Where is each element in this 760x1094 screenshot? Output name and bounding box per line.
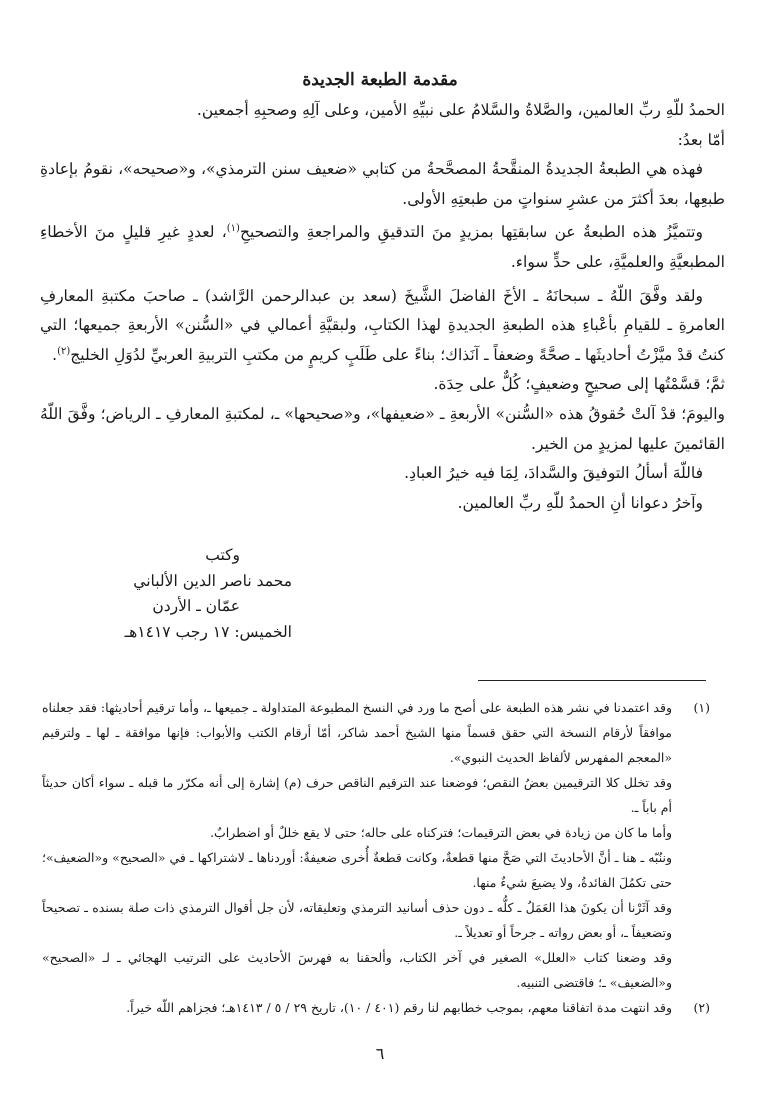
signature-block [92, 543, 292, 645]
footnote-paragraph: وقد اعتمدنا في نشر هذه الطبعة على أصح ما ورد في النسخ المطبوعة المتداولة ـ جميعها ـ، وأما ترقيم أحاديثها: فقد جعلناه موافقاً لأرقام النسخة التي حقق قسماً منها الشيخ أحمد شاكر، أمّا أرقام الكتب والأبواب: فإنها موافقة ـ لها ـ ولترقيم «المعجم المفهرس لألفاظ الحديث النبوي». [42, 700, 672, 765]
paragraph: فهذه هي الطبعةُ الجديدةُ المنقَّحةُ المصحَّحةُ من كتابي «ضعيف سنن الترمذي»، و«صحيحه»، نقومُ بإعادةِ طبعِها، بعدَ أكثرَ من عشرِ سنواتٍ من طبعتِهِ الأولى. [40, 160, 725, 208]
page-number: ٦ [375, 1044, 385, 1063]
footnote [42, 995, 710, 1020]
footnote-paragraph: وأما ما كان من زيادة في بعض الترقيمات؛ فتركناه على حاله؛ حتى لا يقع خللٌ أو اضطرابٌ. [210, 825, 672, 840]
footnote-ref: (٢) [57, 345, 71, 357]
footnote [42, 695, 710, 995]
main-text [40, 96, 725, 518]
paragraph-text: ، لعددٍ غيرِ قليلٍ منَ الأخطاءِ المطبعيَّةِ والعلميَّةِ، على حدٍّ سواء. [40, 223, 725, 271]
paragraph: الحمدُ للّهِ ربِّ العالمين، والصَّلاةُ والسَّلامُ على نبيِّهِ الأمين، وعلى آلِهِ وصحبِهِ أجمعين. [196, 101, 725, 119]
footnote-paragraph: وقد وضعنا كتاب «العلل» الصغير في آخر الكتاب، وألحقنا به فهرسَ الأحاديث على الترتيب الهجائي ـ لـ «الصحيح» و«الضعيف» ـ؛ فاقتضى التنبيه. [42, 950, 672, 990]
signature-date: الخميس: ١٧ رجب ١٤١٧هـ [124, 622, 292, 641]
footnote-ref: (١) [226, 223, 240, 235]
footnote-number: (١) [693, 700, 710, 715]
footnote-text [42, 995, 672, 1020]
paragraph: فاللّهَ أسألُ التوفيقَ والسَّدادَ، لِمَا فيه خيرُ العبادِ. [404, 464, 703, 483]
paragraph: أمّا بعدُ: [677, 130, 725, 149]
author-name: محمد ناصر الدين الألباني [133, 571, 292, 590]
paragraph [40, 282, 725, 371]
footnote-paragraph: وننُبّه ـ هنا ـ أنَّ الأحاديثَ التي صَحَّ منها قطعةٌ، وكانت قطعةٌ أُخرى ضعيفةٌ: أوردناها ـ لاشتراكها ـ في «الصحيح» و«الضعيف»؛ حتى تكمُلَ الفائدةُ، ولا يضيعَ شيءٌ منها. [42, 850, 672, 890]
paragraph [40, 218, 725, 277]
footnote-paragraph: وقد انتهت مدة اتفاقنا معهم، بموجب خطابهم لنا رقم (٤٠١ / ١٠)، تاريخ ٢٩ / ٥ / ١٤١٣هـ؛ فجزاهم اللّه خيراً. [126, 1000, 672, 1015]
paragraph: وآخرُ دعوانا أنِ الحمدُ للّهِ ربِّ العالمين. [457, 493, 703, 512]
footnote-paragraph: وقد آثَرْنا أن يكونَ هذا العَمَلُ ـ كلُّه ـ دون حذف أسانيد الترمذي وتعليقاته، لأن جل أقوال الترمذي ذات صلة بسنده ـ تصحيحاً وتضعيفاً ـ، أو بعض رواته ـ جرحاً أو تعديلاً ـ. [42, 900, 672, 940]
footnotes [42, 695, 710, 1020]
signature-wrote: وكتب [205, 546, 240, 564]
paragraph-text: ولقد وفَّقَ اللّهُ ـ سبحانَهُ ـ الأخَ الفاضلَ الشَّيخَ (سعد بن عبدالرحمن الرَّاشد) ـ صاحبَ مكتبةِ المعارفِ العامرةِ ـ للقيامِ بأعْباءِ هذه الطبعةِ الجديدةِ لهذا الكتابِ، ولبقيَّةِ أعمالي في «السُّنن» الأربعةِ جميعها؛ التي كنتُ قدْ ميَّزْتُ أحاديثَها ـ صحَّةً وضعفاً ـ آنَذاك؛ بناءً على طَلَبٍ كريمٍ من مكتبِ التربيةِ العربيِّ لدُوَلِ الخليج [40, 286, 725, 364]
footnote-text [42, 695, 672, 995]
paragraph-text: وتتميَّزُ هذه الطبعةُ عن سابقتِها بمزيدٍ منَ التدقيقِ والمراجعةِ والتصحيحِ [239, 223, 703, 242]
author-place: عمّان ـ الأردن [152, 597, 240, 615]
paragraph: ثمَّ؛ قسَّمْتُها إلى صحيحٍ وضعيفٍ؛ كُلٌّ على حِدَة. [433, 375, 725, 394]
page-title: مقدمة الطبعة الجديدة [302, 70, 458, 90]
paragraph: واليومَ؛ قدْ آلتْ حُقوقُ هذه «السُّنن» الأربعةِ ـ «ضعيفها»، و«صحيحها» ـ، لمكتبةِ المعارفِ ـ الرياض؛ وفَّقَ اللّهُ القائمينَ عليها لمزيدٍ من الخير. [40, 404, 725, 453]
paragraph-text: . [52, 345, 58, 364]
footnote-paragraph: وقد تخلل كلا الترقيمين بعضُ النقص؛ فوضعنا عند الترقيم الناقص حرف (م) إشارة إلى أنه مكرّر ما قبله ـ سواء أكان حديثاً أم باباً ـ. [42, 775, 672, 815]
footnote-separator [478, 680, 706, 681]
footnote-number: (٢) [693, 1000, 710, 1015]
